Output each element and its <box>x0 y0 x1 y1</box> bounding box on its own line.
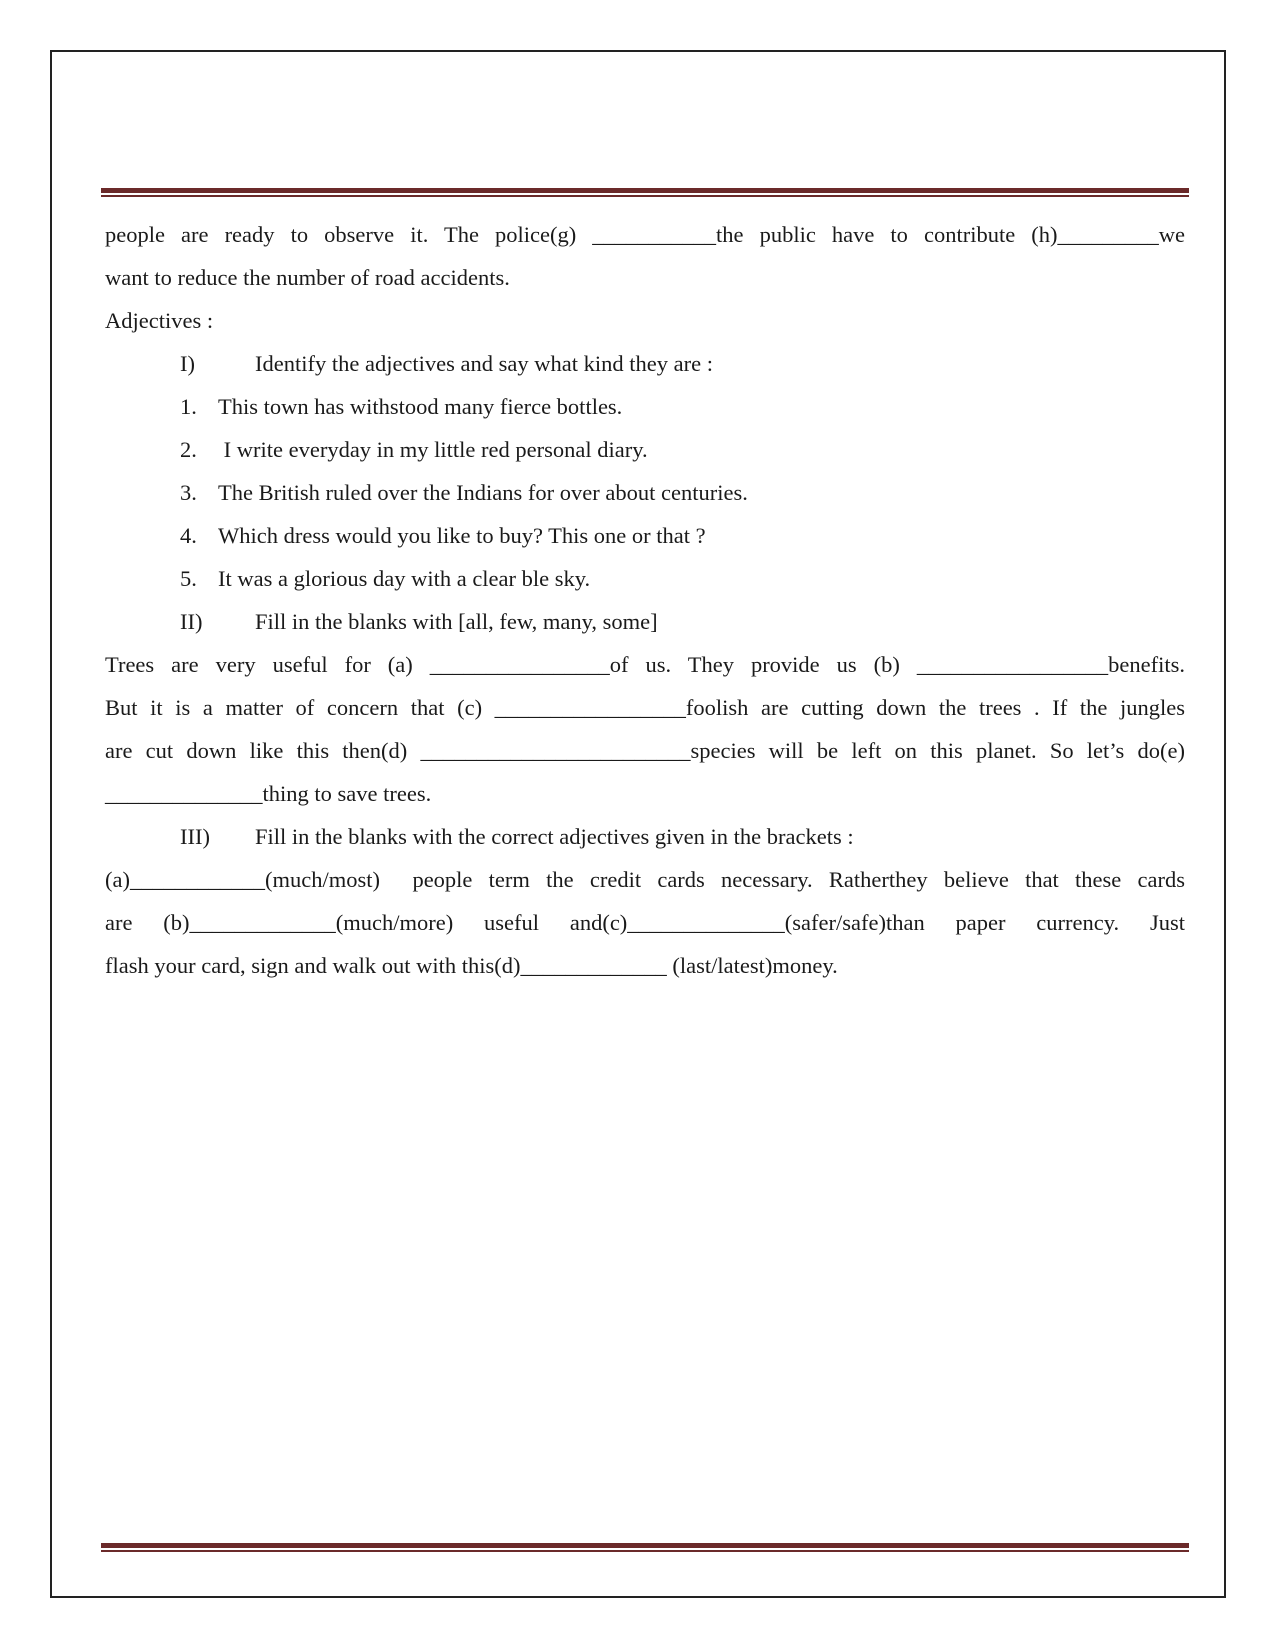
exercise-marker: II) <box>180 609 203 634</box>
paragraph-line: ______________thing to save trees. <box>105 781 432 806</box>
footer-rule <box>101 1543 1189 1552</box>
item-text: I write everyday in my little red personal diary. <box>218 437 648 462</box>
item-number: 2. <box>180 437 197 462</box>
paragraph-line: flash your card, sign and walk out with this(d)_____________ (last/latest)money. <box>105 953 838 978</box>
item-number: 5. <box>180 566 197 591</box>
exercise-heading <box>105 600 1185 643</box>
exercise-instruction: Fill in the blanks with [all, few, many, some] <box>255 609 658 634</box>
item-number: 1. <box>180 394 197 419</box>
continuation-line: want to reduce the number of road accidents. <box>105 265 510 290</box>
list-item <box>105 471 1185 514</box>
item-number: 3. <box>180 480 197 505</box>
header-rule <box>101 188 1189 197</box>
item-text: The British ruled over the Indians for over about centuries. <box>218 480 748 505</box>
exercise-instruction: Fill in the blanks with the correct adjectives given in the brackets : <box>255 824 854 849</box>
section-heading: Adjectives : <box>105 308 214 333</box>
list-item <box>105 385 1185 428</box>
exercise-instruction: Identify the adjectives and say what kind they are : <box>255 351 713 376</box>
paragraph-line: (a)____________(much/most) people term the credit cards necessary. Ratherthey believe that these cards <box>105 867 1185 892</box>
exercise-marker: I) <box>180 351 195 376</box>
exercise-heading <box>105 342 1185 385</box>
paragraph-line: But it is a matter of concern that (c) _________________foolish are cutting down the trees . If the jungles <box>105 695 1185 720</box>
list-item <box>105 428 1185 471</box>
paragraph-line: are cut down like this then(d) ________________________species will be left on this planet. So let’s do(e) <box>105 738 1185 763</box>
continuation-line: people are ready to observe it. The police(g) ___________the public have to contribute (h)_________we <box>105 222 1185 247</box>
list-item <box>105 557 1185 600</box>
item-text: Which dress would you like to buy? This one or that ? <box>218 523 706 548</box>
worksheet-body <box>105 213 1185 987</box>
item-number: 4. <box>180 523 197 548</box>
paragraph-line: Trees are very useful for (a) ________________of us. They provide us (b) _________________benefits. <box>105 652 1185 677</box>
list-item <box>105 514 1185 557</box>
item-text: It was a glorious day with a clear ble sky. <box>218 566 591 591</box>
paragraph-line: are (b)_____________(much/more) useful and(c)______________(safer/safe)than paper currency. Just <box>105 910 1185 935</box>
exercise-marker: III) <box>180 824 210 849</box>
exercise-heading <box>105 815 1185 858</box>
item-text: This town has withstood many fierce bottles. <box>218 394 623 419</box>
